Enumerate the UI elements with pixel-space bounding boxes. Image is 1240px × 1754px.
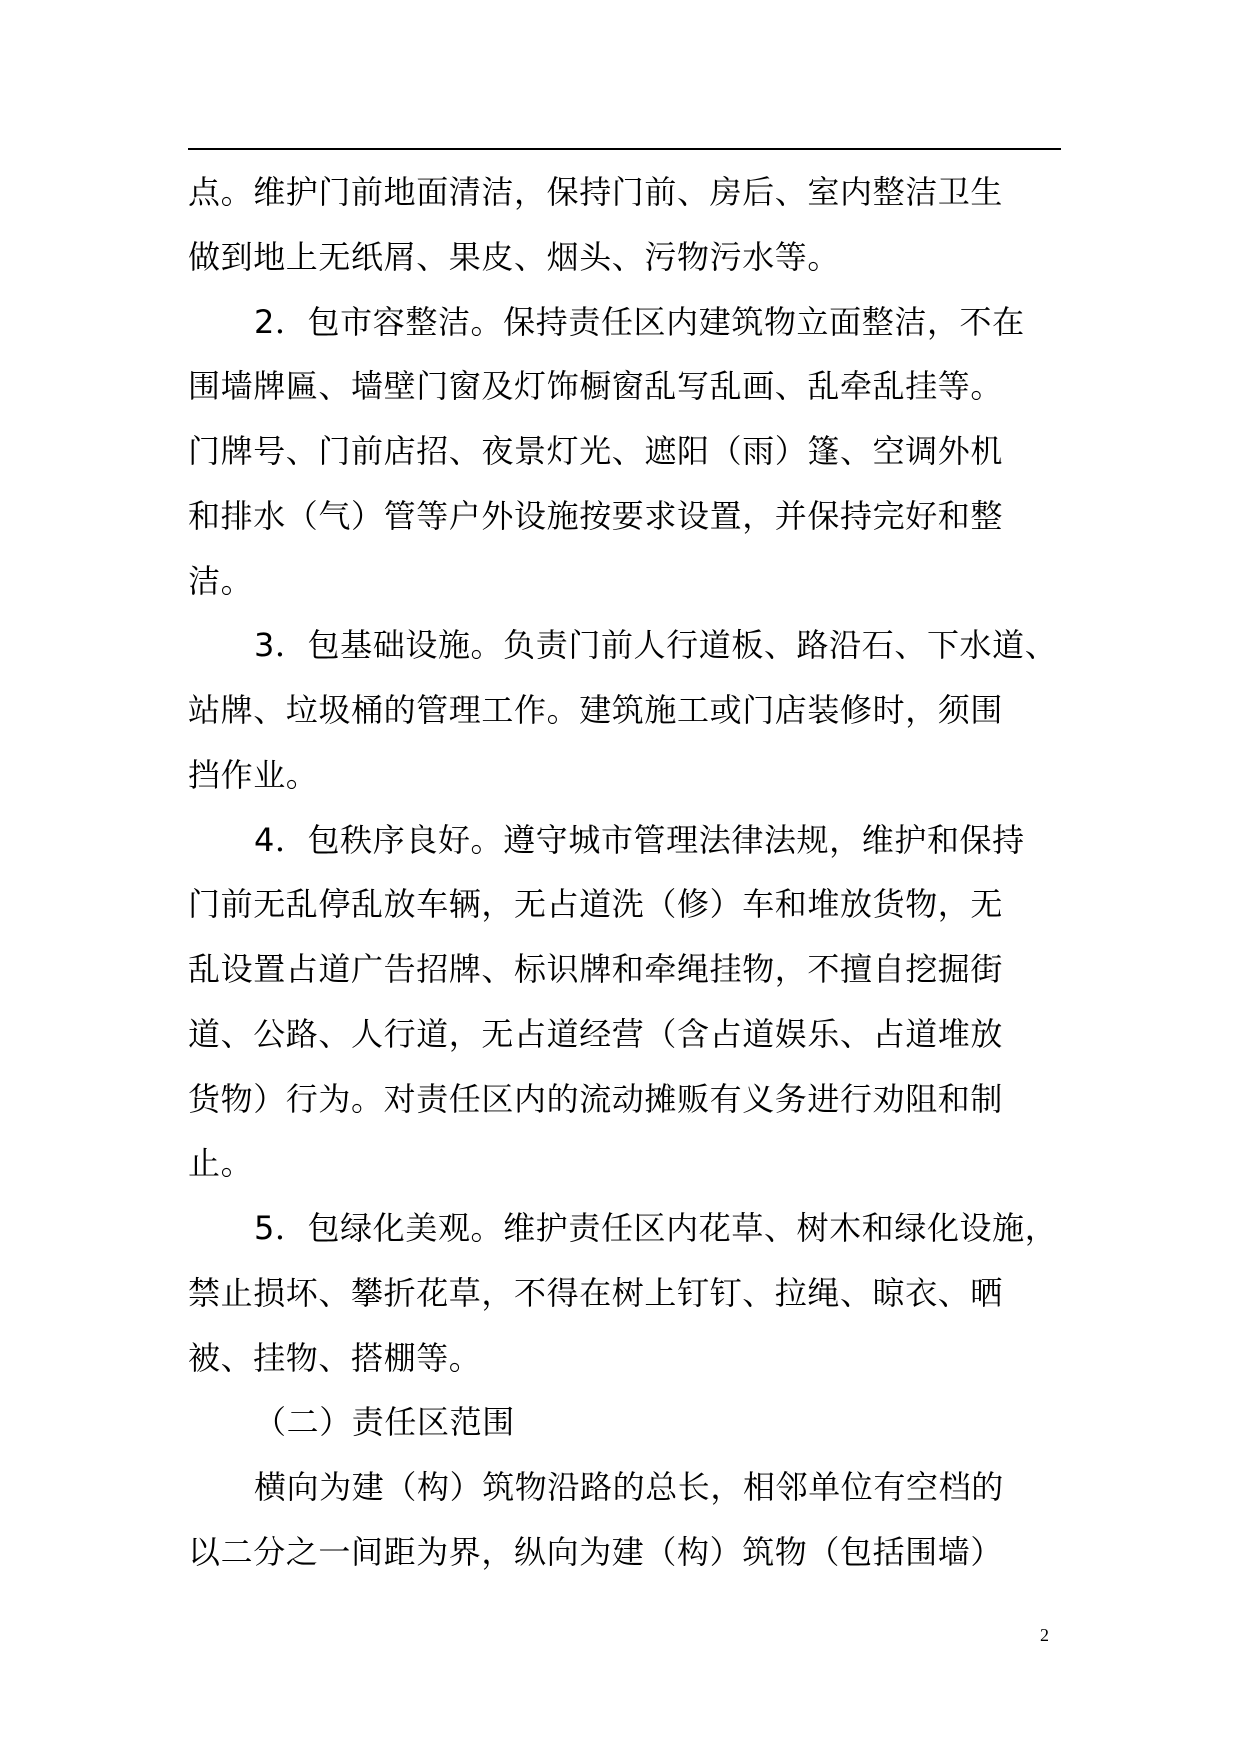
section-heading: （二）责任区范围 <box>254 1403 515 1441</box>
text-line: 站牌、垃圾桶的管理工作。建筑施工或门店装修时，须围 <box>188 691 1004 729</box>
text-line: 门牌号、门前店招、夜景灯光、遮阳（雨）篷、空调外机 <box>188 432 1004 470</box>
text-line: 门前无乱停乱放车辆，无占道洗（修）车和堆放货物，无 <box>188 885 1004 923</box>
header-rule <box>188 148 1061 150</box>
page-number: 2 <box>1040 1625 1049 1645</box>
text-line: 和排水（气）管等户外设施按要求设置，并保持完好和整 <box>188 497 1004 535</box>
text-line: 止。 <box>188 1144 254 1182</box>
text-line: 点。维护门前地面清洁，保持门前、房后、室内整洁卫生 <box>188 173 1004 211</box>
text-line: 挡作业。 <box>188 756 319 794</box>
text-line: 洁。 <box>188 562 254 600</box>
paragraph-first-line: 横向为建（构）筑物沿路的总长，相邻单位有空档的 <box>254 1468 1004 1506</box>
text-line: 货物）行为。对责任区内的流动摊贩有义务进行劝阻和制 <box>188 1080 1004 1118</box>
text-line: 以二分之一间距为界，纵向为建（构）筑物（包括围墙） <box>188 1533 1004 1571</box>
text-line: 围墙牌匾、墙壁门窗及灯饰橱窗乱写乱画、乱牵乱挂等。 <box>188 367 1004 405</box>
paragraph-heading-line: 5．包绿化美观。维护责任区内花草、树木和绿化设施， <box>254 1209 1058 1247</box>
text-line: 被、挂物、搭棚等。 <box>188 1339 482 1377</box>
text-line: 做到地上无纸屑、果皮、烟头、污物污水等。 <box>188 238 841 276</box>
paragraph-heading-line: 2．包市容整洁。保持责任区内建筑物立面整洁，不在 <box>254 303 1025 341</box>
text-line: 禁止损坏、攀折花草，不得在树上钉钉、拉绳、晾衣、晒 <box>188 1274 1004 1312</box>
text-line: 道、公路、人行道，无占道经营（含占道娱乐、占道堆放 <box>188 1015 1004 1053</box>
text-line: 乱设置占道广告招牌、标识牌和牵绳挂物，不擅自挖掘街 <box>188 950 1004 988</box>
paragraph-heading-line: 4．包秩序良好。遵守城市管理法律法规，维护和保持 <box>254 821 1025 859</box>
paragraph-heading-line: 3．包基础设施。负责门前人行道板、路沿石、下水道、 <box>254 626 1058 664</box>
